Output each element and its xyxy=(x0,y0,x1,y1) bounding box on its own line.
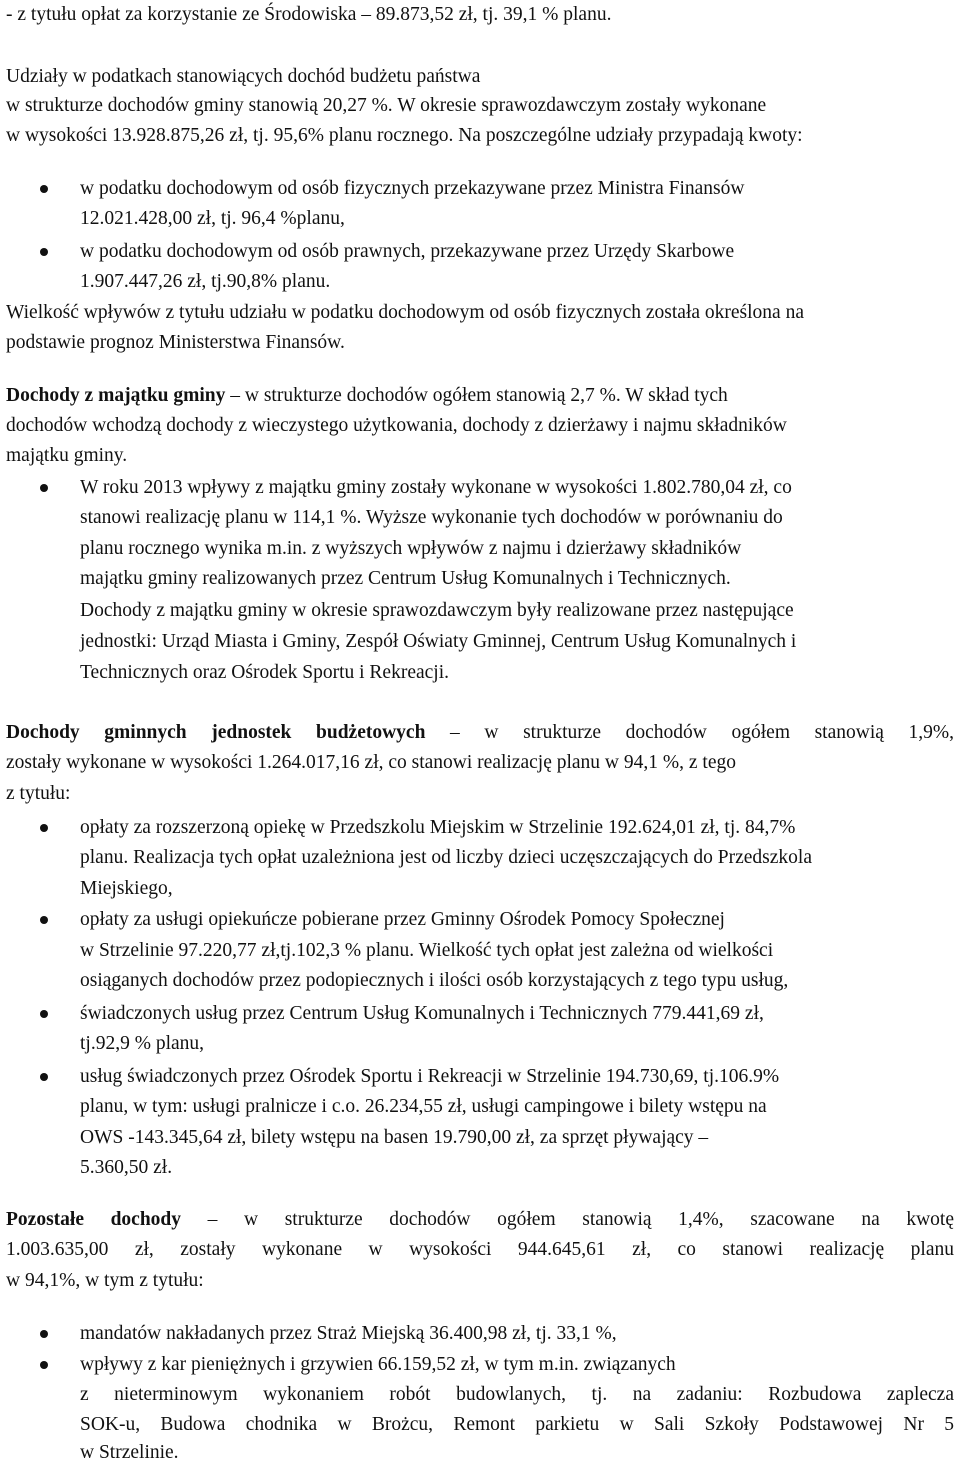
list-item: świadczonych usług przez Centrum Usług Komunalnych i Technicznych 779.441,69 zł, xyxy=(80,1003,764,1024)
section-text: – w strukturze dochodów ogółem stanowią 1,9%, xyxy=(425,722,955,743)
text-line: majątku gminy. xyxy=(6,445,128,466)
text-line: z tytułu: xyxy=(6,783,71,804)
section-text: – w strukturze dochodów ogółem stanowią 2,7 %. W skład tych xyxy=(225,385,728,406)
list-item: osiąganych dochodów przez podopiecznych i ilości osób korzystających z tego typu usług, xyxy=(80,970,789,991)
text-line: Udziały w podatkach stanowiących dochód budżetu państwa xyxy=(6,66,481,87)
list-item: usług świadczonych przez Ośrodek Sportu i Rekreacji w Strzelinie 194.730,69, tj.106.9% xyxy=(80,1066,780,1087)
list-item: stanowi realizację planu w 114,1 %. Wyższe wykonanie tych dochodów w porównaniu do xyxy=(80,507,783,528)
text-line: w wysokości 13.928.875,26 zł, tj. 95,6% planu rocznego. Na poszczególne udziały przypadają kwoty: xyxy=(6,125,803,146)
section-heading-line xyxy=(6,381,728,412)
bullet-icon xyxy=(40,1010,48,1018)
list-item: w podatku dochodowym od osób fizycznych przekazywane przez Ministra Finansów xyxy=(80,178,745,199)
text-line: w strukturze dochodów gminy stanowią 20,27 %. W okresie sprawozdawczym zostały wykonane xyxy=(6,95,767,116)
list-item: W roku 2013 wpływy z majątku gminy zostały wykonane w wysokości 1.802.780,04 zł, co xyxy=(80,477,792,498)
list-item: wpływy z kar pieniężnych i grzywien 66.159,52 zł, w tym m.in. związanych xyxy=(80,1354,676,1375)
section-heading: Dochody gminnych jednostek budżetowych xyxy=(6,722,426,743)
list-item: w Strzelinie. xyxy=(80,1442,179,1463)
list-item: 1.907.447,26 zł, tj.90,8% planu. xyxy=(80,271,331,292)
bullet-icon xyxy=(40,484,48,492)
list-item: planu rocznego wynika m.in. z wyższych wpływów z najmu i dzierżawy składników xyxy=(80,538,742,559)
list-item: OWS -143.345,64 zł, bilety wstępu na basen 19.790,00 zł, za sprzęt pływający – xyxy=(80,1127,709,1148)
bullet-icon xyxy=(40,185,48,193)
bullet-icon xyxy=(40,1361,48,1369)
list-item: SOK-u, Budowa chodnika w Brożcu, Remont parkietu w Sali Szkoły Podstawowej Nr 5 xyxy=(80,1414,954,1435)
section-heading-line xyxy=(6,718,954,749)
list-item: mandatów nakładanych przez Straż Miejską 36.400,98 zł, tj. 33,1 %, xyxy=(80,1323,617,1344)
list-item: planu. Realizacja tych opłat uzależniona jest od liczby dzieci uczęszczających do Przedszkola xyxy=(80,847,812,868)
text-line: dochodów wchodzą dochody z wieczystego użytkowania, dochody z dzierżawy i najmu składników xyxy=(6,415,787,436)
list-item: planu, w tym: usługi pralnicze i c.o. 26.234,55 zł, usługi campingowe i bilety wstępu na xyxy=(80,1096,767,1117)
list-item: w Strzelinie 97.220,77 zł,tj.102,3 % planu. Wielkość tych opłat jest zależna od wielkości xyxy=(80,940,774,961)
bullet-icon xyxy=(40,1330,48,1338)
bullet-icon xyxy=(40,1073,48,1081)
bullet-icon xyxy=(40,248,48,256)
list-item: opłaty za rozszerzoną opiekę w Przedszkolu Miejskim w Strzelinie 192.624,01 zł, tj. 84,7% xyxy=(80,817,796,838)
text-line: zostały wykonane w wysokości 1.264.017,16 zł, co stanowi realizację planu w 94,1 %, z tego xyxy=(6,752,736,773)
section-heading: Pozostałe dochody xyxy=(6,1209,182,1230)
list-item: Technicznych oraz Ośrodek Sportu i Rekreacji. xyxy=(80,662,449,683)
list-item: opłaty za usługi opiekuńcze pobierane przez Gminny Ośrodek Pomocy Społecznej xyxy=(80,909,725,930)
list-item: w podatku dochodowym od osób prawnych, przekazywane przez Urzędy Skarbowe xyxy=(80,241,735,262)
section-text: – w strukturze dochodów ogółem stanowią 1,4%, szacowane na kwotę xyxy=(181,1209,954,1230)
text-line: 1.003.635,00 zł, zostały wykonane w wysokości 944.645,61 zł, co stanowi realizację planu xyxy=(6,1239,954,1260)
list-item: tj.92,9 % planu, xyxy=(80,1033,205,1054)
list-item: Miejskiego, xyxy=(80,878,173,899)
text-line: - z tytułu opłat za korzystanie ze Środowiska – 89.873,52 zł, tj. 39,1 % planu. xyxy=(6,4,612,25)
list-item: Dochody z majątku gminy w okresie sprawozdawczym były realizowane przez następujące xyxy=(80,600,794,621)
text-line: Wielkość wpływów z tytułu udziału w podatku dochodowym od osób fizycznych została określona na xyxy=(6,302,804,323)
text-line: podstawie prognoz Ministerstwa Finansów. xyxy=(6,332,345,353)
list-item: 12.021.428,00 zł, tj. 96,4 %planu, xyxy=(80,208,345,229)
bullet-icon xyxy=(40,916,48,924)
text-line: w 94,1%, w tym z tytułu: xyxy=(6,1270,204,1291)
bullet-icon xyxy=(40,824,48,832)
section-heading: Dochody z majątku gminy xyxy=(6,385,226,406)
list-item: 5.360,50 zł. xyxy=(80,1157,173,1178)
list-item: majątku gminy realizowanych przez Centrum Usług Komunalnych i Technicznych. xyxy=(80,568,731,589)
list-item: jednostki: Urząd Miasta i Gminy, Zespół Oświaty Gminnej, Centrum Usług Komunalnych i xyxy=(80,631,797,652)
list-item: z nieterminowym wykonaniem robót budowlanych, tj. na zadaniu: Rozbudowa zaplecza xyxy=(80,1384,954,1405)
section-heading-line xyxy=(6,1205,954,1236)
